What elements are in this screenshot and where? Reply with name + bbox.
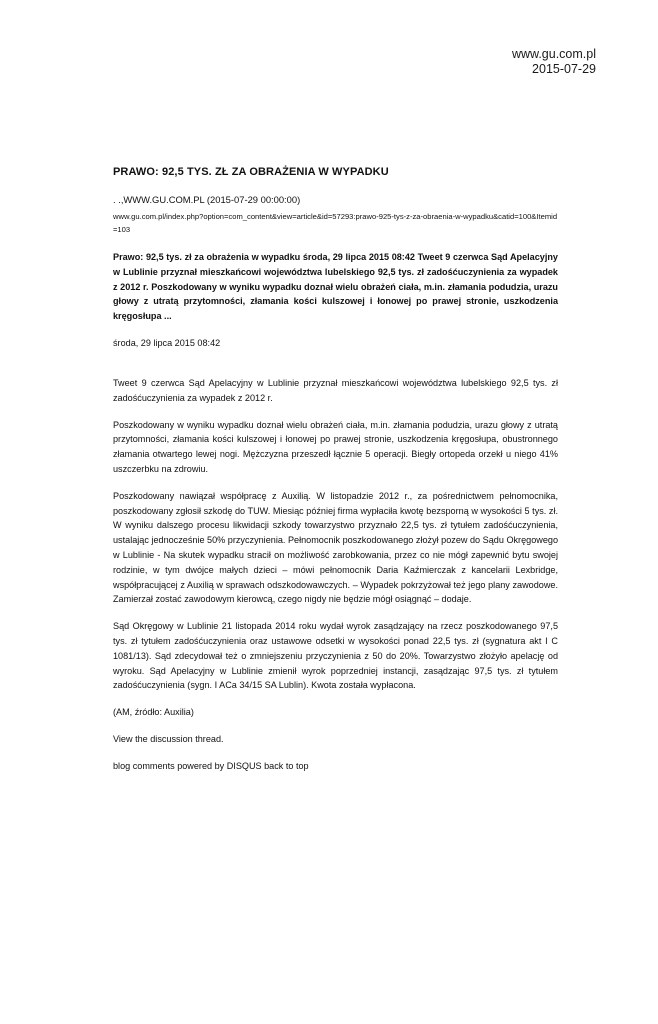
paragraph: Poszkodowany nawiązał współpracę z Auxilią. W listopadzie 2012 r., za pośrednictwem pełnomocnika, poszkodowany zgłosił szkodę do TUW. Miesiąc później firma wypłaciła kwotę bezsporną w wysokości 5 tys. zł. W wyniku dalszego procesu likwidacji szkody towarzystwo przyznało 22,5 tys. zł tytułem zadośćuczynienia, ustalając jednocześnie 50% przyczynienia. Pełnomocnik poszkodowanego złożył pozew do Sądu Okręgowego w Lublinie - Na skutek wypadku stracił on możliwość zarobkowania, przez co nie mógł zapewnić bytu swojej rodzinie, w tym dwójce małych dzieci – mówi pełnomocnik Daria Kaźmierczak z kancelarii Lexbridge, współpracującej z Auxilią w sprawach odszkodowawczych. – Wypadek pokrzyżował też jego plany zawodowe. Zamierzał zostać zawodowym kierowcą, czego nigdy nie będzie mógł osiągnąć – dodaje.: [113, 490, 558, 605]
article-title: PRAWO: 92,5 TYS. ZŁ ZA OBRAŻENIA W WYPADKU: [113, 166, 389, 178]
paragraph: Poszkodowany w wyniku wypadku doznał wielu obrażeń ciała, m.in. złamania podudzia, urazu głowy z utratą przytomności, złamania kości kulszowej i łonowej po prawej stronie, uszkodzenia kręgosłupa, obustronnego złamania otwartego lewej nogi. Mężczyzna przeszedł łącznie 5 operacji. Biegły ortopeda orzekł u niego 41% uszczerbku na zdrowiu.: [113, 419, 558, 474]
paragraph: Tweet 9 czerwca Sąd Apelacyjny w Lublinie przyznał mieszkańcowi województwa lubelskiego 92,5 tys. zł zadośćuczynienia za wypadek z 2012 r.: [113, 377, 558, 403]
source-stamp: [512, 47, 596, 77]
publish-date: środa, 29 lipca 2015 08:42: [113, 337, 221, 348]
clipping-date: 2015-07-29: [532, 62, 596, 76]
source-line: . .,WWW.GU.COM.PL (2015-07-29 00:00:00): [113, 194, 301, 205]
discussion-link[interactable]: View the discussion thread.: [113, 733, 224, 744]
site-name: www.gu.com.pl: [511, 47, 596, 61]
article-lead: Prawo: 92,5 tys. zł za obrażenia w wypadku środa, 29 lipca 2015 08:42 Tweet 9 czerwca Sąd Apelacyjny w Lublinie przyznał mieszkańcowi województwa lubelskiego 92,5 tys. zł zadośćuczynienia za wypadek z 2012 r. Poszkodowany w wyniku wypadku doznał wielu obrażeń ciała, m.in. złamania podudzia, urazu głowy z utratą przytomności, złamania kości kulszowej i łonowej po prawej stronie, uszkodzenia kręgosłupa ...: [113, 252, 558, 322]
article-url: www.gu.com.pl/index.php?option=com_content&view=article&id=57293:prawo-925-tys-z-za-obraenia-w-wypadku&catid=100&Itemid=103: [113, 212, 558, 234]
source-credit: (AM, źródło: Auxilia): [113, 707, 194, 718]
article: [113, 166, 558, 786]
paragraph: Sąd Okręgowy w Lublinie 21 listopada 2014 roku wydał wyrok zasądzający na rzecz poszkodowanego 97,5 tys. zł tytułem zadośćuczynienia oraz ustawowe odsetki w wysokości ponad 22,5 tys. zł (sygnatura akt I C 1081/13). Sąd zdecydował też o zmniejszeniu przyczynienia z 50 do 20%. Towarzystwo złożyło apelację od wyroku. Sąd Apelacyjny w Lublinie zmienił wyrok poprzedniej instancji, zasądzając 97,5 tys. zł tytułem zadośćuczynienia (sygn. I ACa 34/15 SA Lublin). Kwota została wypłacona.: [113, 621, 558, 691]
comments-footer: blog comments powered by DISQUS back to top: [113, 760, 309, 771]
